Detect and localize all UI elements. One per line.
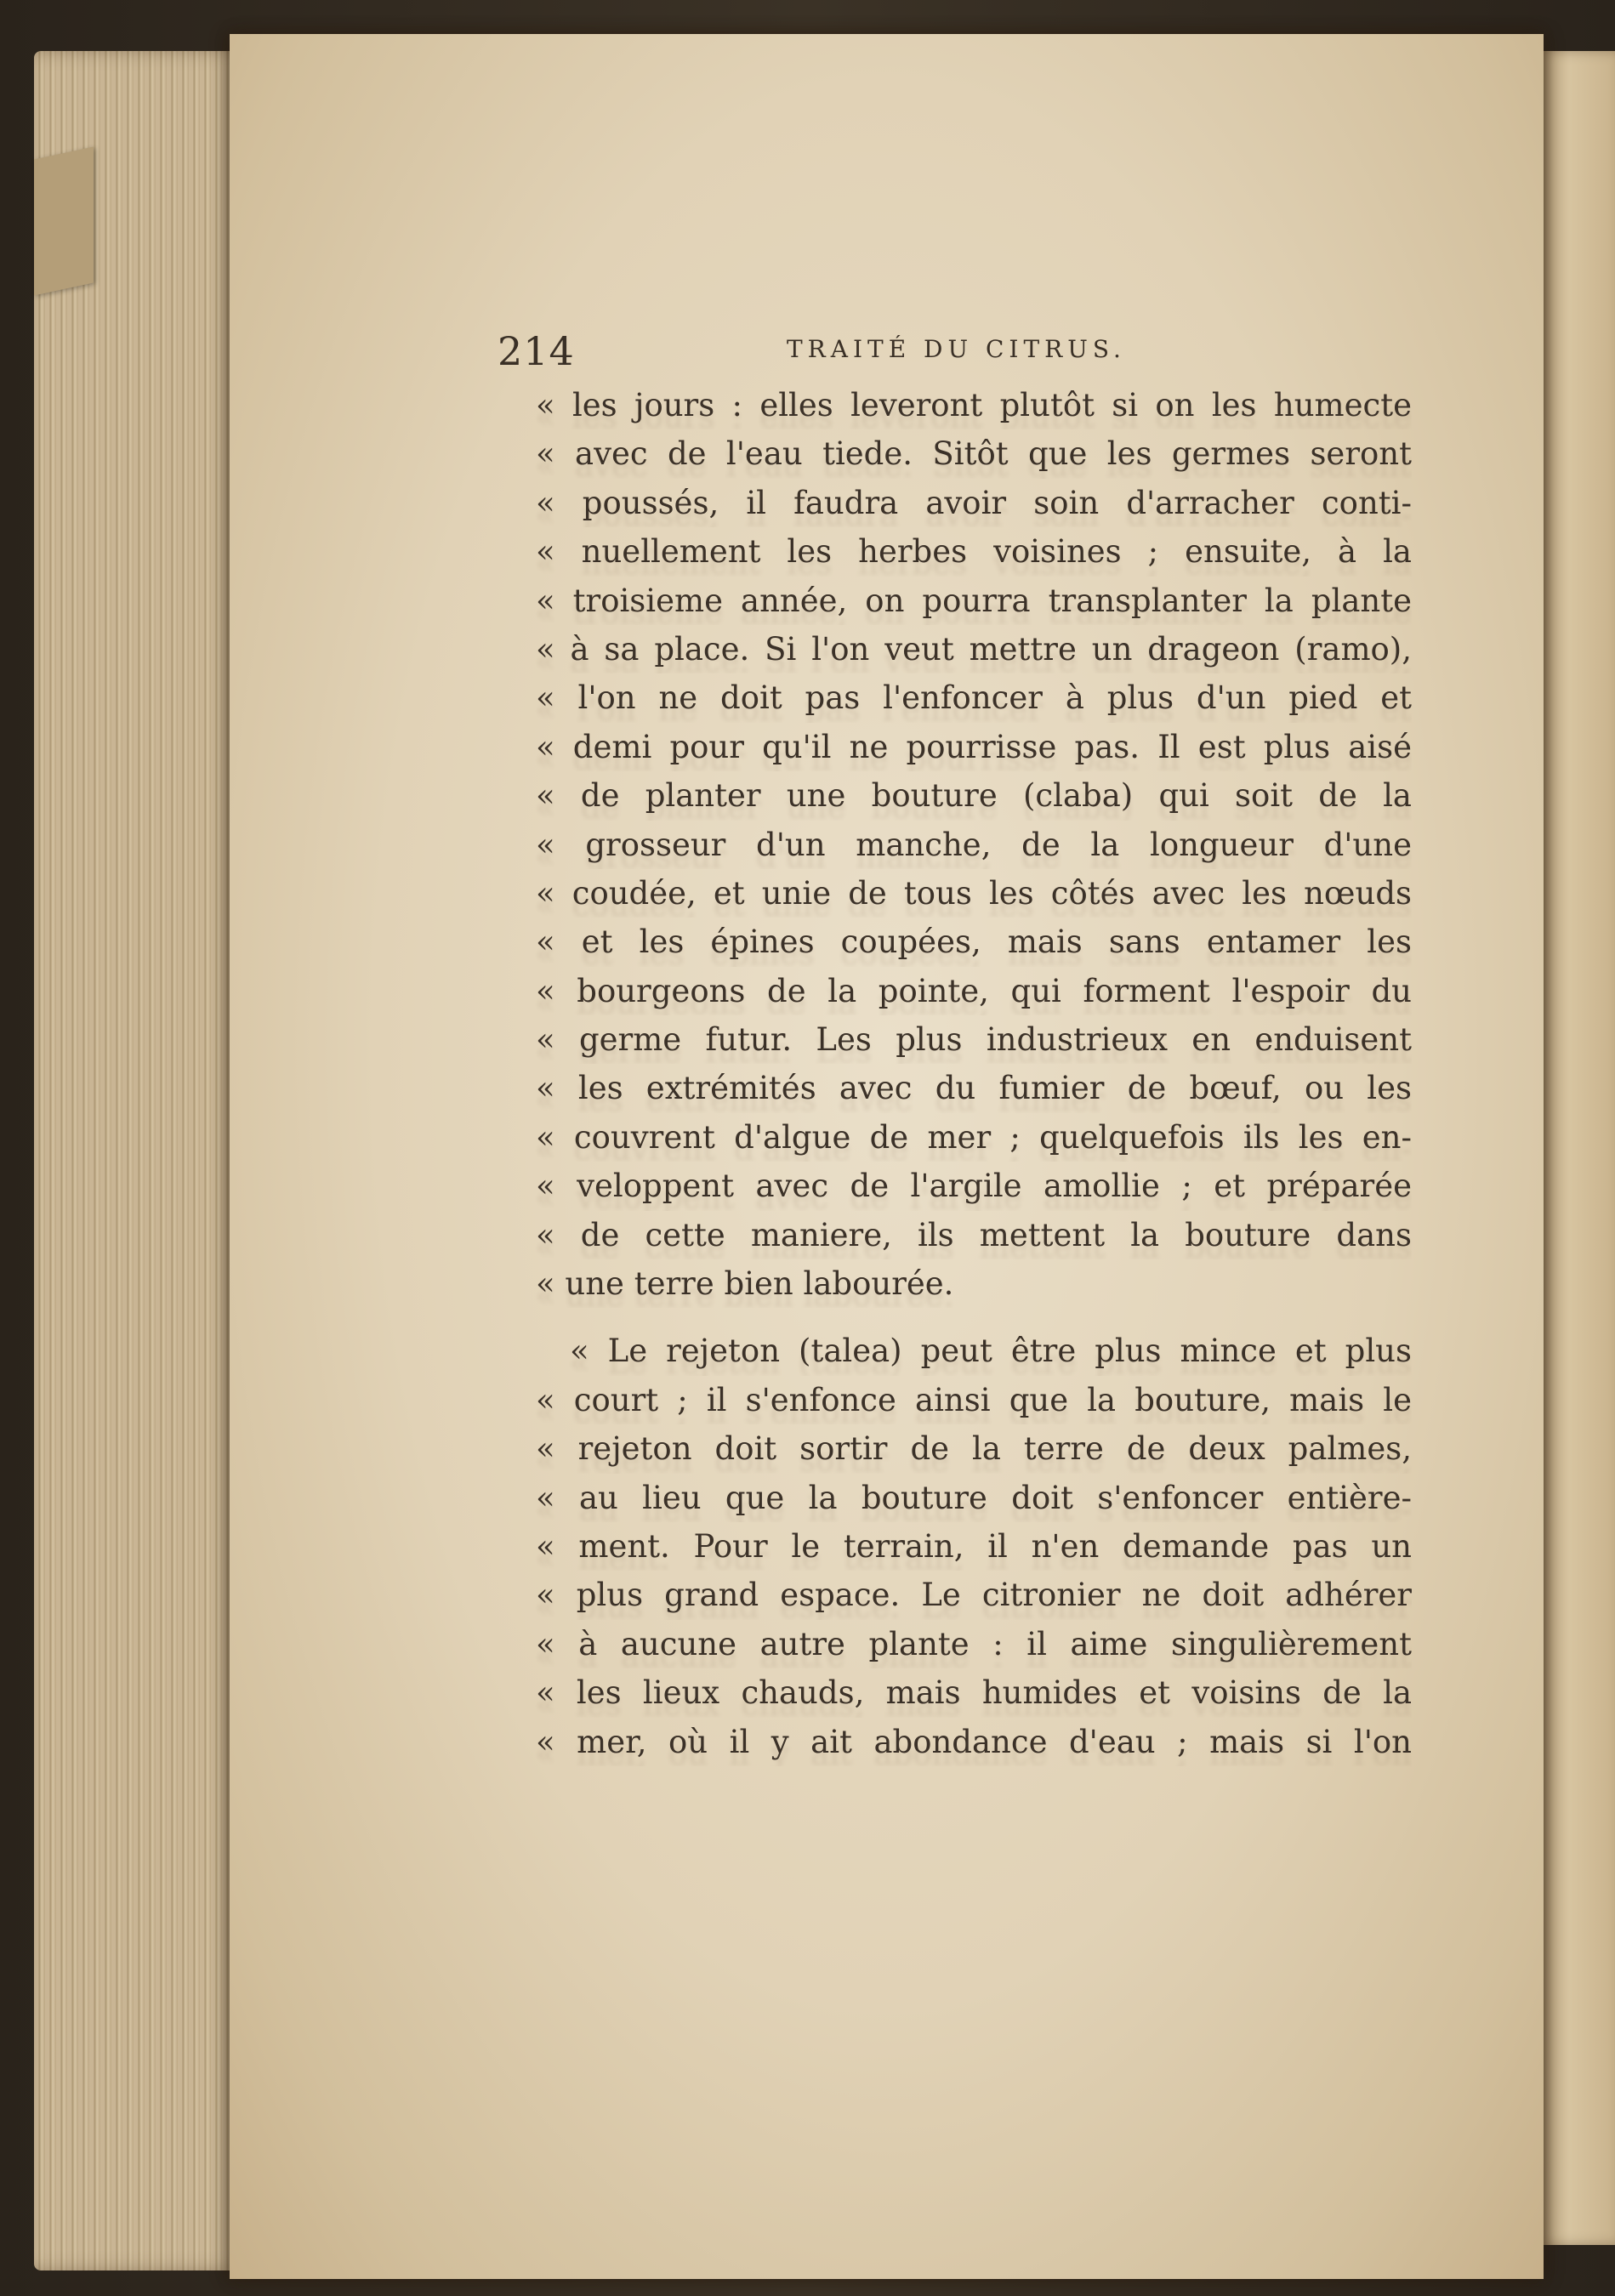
running-title: TRAITÉ DU CITRUS. bbox=[787, 335, 1126, 363]
text-line: « à sa place. Si l'on veut mettre un drageon (ramo), bbox=[536, 630, 1412, 668]
page-header bbox=[498, 316, 1416, 374]
text-line: « au lieu que la bouture doit s'enfoncer entière- bbox=[536, 1479, 1412, 1516]
text-line: « Le rejeton (talea) peut être plus mince et plus bbox=[570, 1333, 1412, 1370]
text-line: « mer, où il y ait abondance d'eau ; mais si l'on bbox=[536, 1723, 1412, 1760]
text-line: « plus grand espace. Le citronier ne doit adhérer bbox=[536, 1577, 1412, 1614]
text-line: « bourgeons de la pointe, qui forment l'espoir du bbox=[536, 972, 1412, 1009]
text-line: « grosseur d'un manche, de la longueur d'une bbox=[536, 826, 1412, 863]
text-line: « avec de l'eau tiede. Sitôt que les germes seront bbox=[536, 435, 1412, 473]
text-line: « demi pour qu'il ne pourrisse pas. Il est plus aisé bbox=[536, 728, 1412, 765]
text-line: « poussés, il faudra avoir soin d'arracher conti- bbox=[536, 484, 1412, 521]
text-line: « troisieme année, on pourra transplanter la plante bbox=[536, 582, 1412, 619]
folded-page-corner bbox=[34, 147, 94, 296]
text-line: « de cette maniere, ils mettent la bouture dans bbox=[536, 1216, 1412, 1253]
text-line: « les lieux chauds, mais humides et voisins de la bbox=[536, 1674, 1412, 1712]
text-line: « germe futur. Les plus industrieux en enduisent bbox=[536, 1021, 1412, 1059]
text-line: « rejeton doit sortir de la terre de deux palmes, bbox=[536, 1430, 1412, 1468]
paragraph-1 bbox=[536, 381, 1412, 1308]
text-line: « veloppent avec de l'argile amollie ; et préparée bbox=[536, 1168, 1412, 1205]
facing-page-edge bbox=[1539, 51, 1615, 2245]
text-line: « une terre bien labourée. bbox=[536, 1265, 954, 1303]
text-line: « coudée, et unie de tous les côtés avec les nœuds bbox=[536, 874, 1412, 912]
body-text bbox=[536, 381, 1412, 1766]
text-line: « à aucune autre plante : il aime singulièrement bbox=[536, 1625, 1412, 1662]
text-line: « nuellement les herbes voisines ; ensuite, à la bbox=[536, 533, 1412, 571]
text-line: « et les épines coupées, mais sans entamer les bbox=[536, 924, 1412, 961]
text-line: « couvrent d'algue de mer ; quelquefois ils les en- bbox=[536, 1118, 1412, 1156]
page-edges-left bbox=[34, 51, 247, 2270]
text-line: « les extrémités avec du fumier de bœuf, ou les bbox=[536, 1070, 1412, 1107]
text-line: « ment. Pour le terrain, il n'en demande pas un bbox=[536, 1527, 1412, 1565]
text-line: « l'on ne doit pas l'enfoncer à plus d'un pied et bbox=[536, 679, 1412, 717]
paragraph-2 bbox=[536, 1327, 1412, 1766]
text-line: « les jours : elles leveront plutôt si on les humecte bbox=[536, 387, 1412, 423]
page-number: 214 bbox=[498, 328, 575, 374]
text-line: « court ; il s'enfonce ainsi que la bouture, mais le bbox=[536, 1381, 1412, 1418]
text-line: « de planter une bouture (claba) qui soit de la bbox=[536, 777, 1412, 815]
paragraph-gap bbox=[536, 1308, 1412, 1327]
